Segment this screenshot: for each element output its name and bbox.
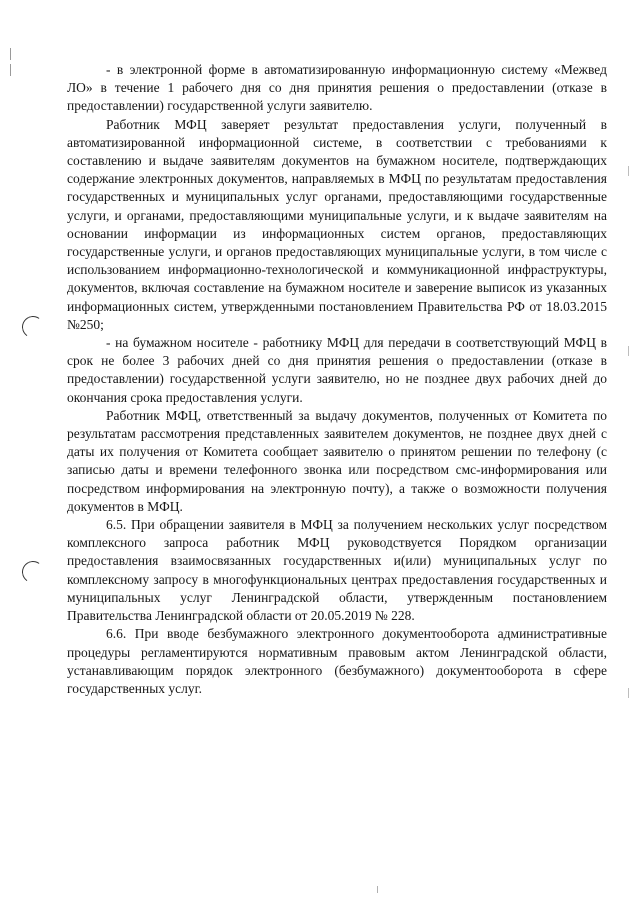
paragraph-section-6-6: 6.6. При вводе безбумажного электронного документооборота административные процедуры регламентируются нормативным правовым актом Ленинградской области, устанавливающим порядок электронного (безбумажного) документооборота в сфере государственных услуг. <box>67 626 607 696</box>
paragraph-paper-form: - на бумажном носителе - работнику МФЦ для передачи в соответствующий МФЦ в срок не более 3 рабочих дней со дня принятия решения о предоставлении (отказе в предоставлении) государственной услуги заявителю, но не позднее двух рабочих дней до окончания срока предоставления услуги. <box>67 335 607 405</box>
punch-hole-mark <box>20 559 45 584</box>
scan-edge-mark <box>628 346 629 356</box>
punch-hole-mark <box>20 314 45 339</box>
scan-edge-mark <box>377 886 378 893</box>
paragraph-section-6-5: 6.5. При обращении заявителя в МФЦ за получением нескольких услуг посредством комплексного запроса работник МФЦ руководствуется Порядком организации предоставления взаимосвязанных государственных и(или) муниципальных услуг по комплексному запросу в многофункциональных центрах предоставления государственных и муниципальных услуг Ленинградской области, утвержденным постановлением Правительства Ленинградской области от 20.05.2019 № 228. <box>67 517 607 624</box>
margin-mark <box>10 64 11 76</box>
margin-mark <box>10 48 11 60</box>
scan-edge-mark <box>628 166 629 176</box>
paragraph-mfc-certification: Работник МФЦ заверяет результат предоставления услуги, полученный в автоматизированной информационной системе, в соответствии с требованиями к составлению и выдаче заявителям документов на бумажном носителе, подтверждающих содержание электронных документов, направляемых в МФЦ по результатам предоставления государственных и муниципальных услуг органами, предоставляющими государственные услуги, и органами, предоставляющими муниципальные услуги, и к выдаче заявителям на основании информации из информационных систем органов, предоставляющих государственные услуги, и органов предоставляющих муниципальные услуги, в том числе с использованием информационно-технологической и коммуникационной инфраструктуры, документов, включая составление на бумажном носителе и заверение выписок из указанных информационных систем, утвержденными постановлением Правительства РФ от 18.03.2015 №250; <box>67 116 607 332</box>
scan-edge-mark <box>628 688 629 698</box>
paragraph-mfc-notification: Работник МФЦ, ответственный за выдачу документов, полученных от Комитета по результатам рассмотрения представленных заявителем документов, не позднее двух дней с даты их получения от Комитета сообщает заявителю о принятом решении по телефону (с записью даты и времени телефонного звонка или посредством смс-информирования или посредством информирования на электронную почту), а также о возможности получения документов в МФЦ. <box>67 407 607 514</box>
document-body <box>67 61 607 698</box>
paragraph-electronic-form: - в электронной форме в автоматизированную информационную систему «Межвед ЛО» в течение 1 рабочего дня со дня принятия решения о предоставлении (отказе в предоставлении) государственной услуги заявителю. <box>67 62 607 114</box>
